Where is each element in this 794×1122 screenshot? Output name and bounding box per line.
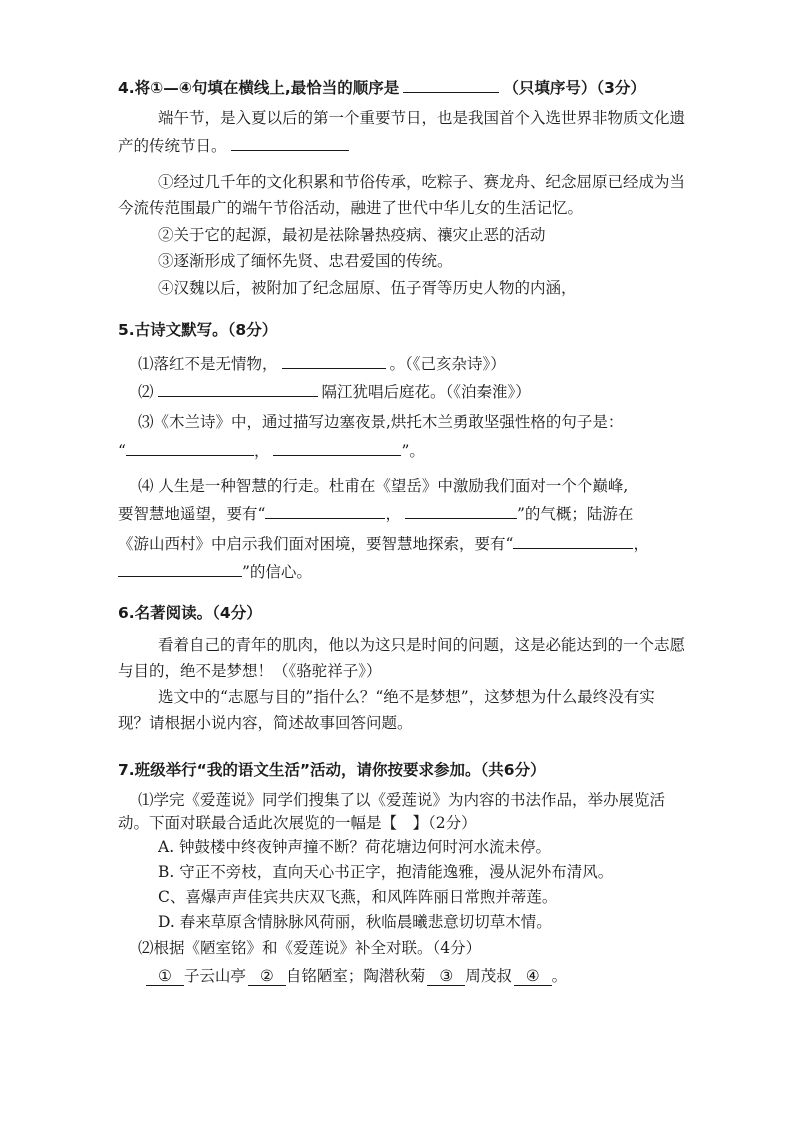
q7-part1-line2: 动。下面对联最合适此次展览的一幅是【 】（2分） — [118, 814, 477, 832]
q5-line2: ⑵ 隔江犹唱后庭花。（《泊秦淮》） — [138, 383, 531, 401]
q5-line4a: ⑷ 人生是一种智慧的行走。杜甫在《望岳》中激励我们面对一个个巅峰, — [138, 477, 629, 495]
q5-blank-6[interactable] — [405, 503, 517, 519]
q5-line4c: 《游山西村》中启示我们面对困境，要智慧地探索，要有“ ， — [118, 535, 649, 553]
q4-fill-blank[interactable] — [231, 135, 349, 151]
q4-sentence-1a: ①经过几千年的文化积累和节俗传承，吃粽子、赛龙舟、纪念屈原已经成为当 — [158, 173, 686, 191]
q5-blank-7[interactable] — [513, 533, 633, 549]
q5-title: 5.古诗文默写。（8分） — [118, 321, 278, 339]
q7-title: 7.班级举行“我的语文生活”活动，请你按要求参加。（共6分） — [118, 761, 546, 779]
q7-part1-line1: ⑴学完《爱莲说》同学们搜集了以《爱莲说》为内容的书法作品，举办展览活 — [138, 791, 666, 809]
q5-blank-5[interactable] — [265, 503, 385, 519]
q6-question-line2: 现？请根据小说内容，简述故事回答问题。 — [118, 714, 413, 732]
q4-intro-line2: 产的传统节日。 — [118, 135, 349, 156]
q5-line3b: “ ， ”。 — [118, 442, 425, 460]
q7-part2: ⑵根据《陋室铭》和《爱莲说》补全对联。（4分） — [138, 939, 482, 957]
q7-couplet-blank-2[interactable]: ② — [248, 968, 286, 986]
q4-sentence-4: ④汉魏以后，被附加了纪念屈原、伍子胥等历史人物的内涵， — [158, 279, 577, 297]
q5-line1: ⑴落红不是无情物， 。（《己亥杂诗》） — [138, 355, 506, 373]
q7-option-b[interactable]: B. 守正不旁枝，直向天心书正字，抱清能逸雅，漫从泥外布清风。 — [158, 863, 614, 881]
q7-couplet-blank-4[interactable]: ④ — [514, 968, 552, 986]
q5-blank-2[interactable] — [158, 381, 318, 397]
q7-option-a[interactable]: A. 钟鼓楼中终夜钟声撞不断？荷花塘边何时河水流未停。 — [158, 838, 552, 856]
q7-option-d[interactable]: D. 春来草原含情脉脉风荷丽，秋临晨曦悲意切切草木情。 — [158, 913, 552, 931]
q4-title: 4.将①—④句填在横线上,最恰当的顺序是 （只填序号）（3分） — [118, 79, 646, 97]
q5-blank-3[interactable] — [126, 440, 254, 456]
q5-line4b: 要智慧地遥望，要有“ ， ”的气概；陆游在 — [118, 505, 634, 523]
q5-line4d: ”的信心。 — [118, 561, 312, 582]
q6-quote-line1: 看着自己的青年的肌肉，他以为这只是时间的问题，这是必能达到的一个志愿 — [158, 636, 686, 654]
q7-option-c[interactable]: C、喜爆声声佳宾共庆双飞燕，和风阵阵丽日常煦并蒂莲。 — [158, 888, 558, 906]
q4-answer-blank[interactable] — [403, 77, 499, 93]
q5-blank-4[interactable] — [273, 440, 401, 456]
q5-blank-1[interactable] — [282, 353, 386, 369]
q7-couplet: ① 子云山亭 ② 自铭陋室；陶潜秋菊 ③ 周茂叔 ④ 。 — [146, 966, 567, 986]
q7-couplet-blank-3[interactable]: ③ — [427, 968, 465, 986]
q4-sentence-2: ②关于它的起源，最初是祛除暑热疫病、禳灾止恶的活动 — [158, 226, 546, 244]
q5-line3a: ⑶《木兰诗》中，通过描写边塞夜景,烘托木兰勇敢坚强性格的句子是： — [138, 413, 624, 431]
q4-sentence-3: ③逐渐形成了缅怀先贤、忠君爱国的传统。 — [158, 252, 453, 270]
q6-title: 6.名著阅读。（4分） — [118, 604, 262, 622]
q6-question-line1: 选文中的“志愿与目的”指什么？“绝不是梦想”，这梦想为什么最终没有实 — [158, 688, 655, 706]
q5-blank-8[interactable] — [118, 561, 242, 577]
q6-quote-line2: 与目的，绝不是梦想！（《骆驼祥子》） — [118, 662, 382, 680]
q7-couplet-blank-1[interactable]: ① — [146, 968, 184, 986]
q4-intro-line1: 端午节，是入夏以后的第一个重要节日，也是我国首个入选世界非物质文化遗 — [158, 109, 686, 127]
q4-sentence-1b: 今流传范围最广的端午节俗活动，融进了世代中华儿女的生活记忆。 — [118, 199, 584, 217]
